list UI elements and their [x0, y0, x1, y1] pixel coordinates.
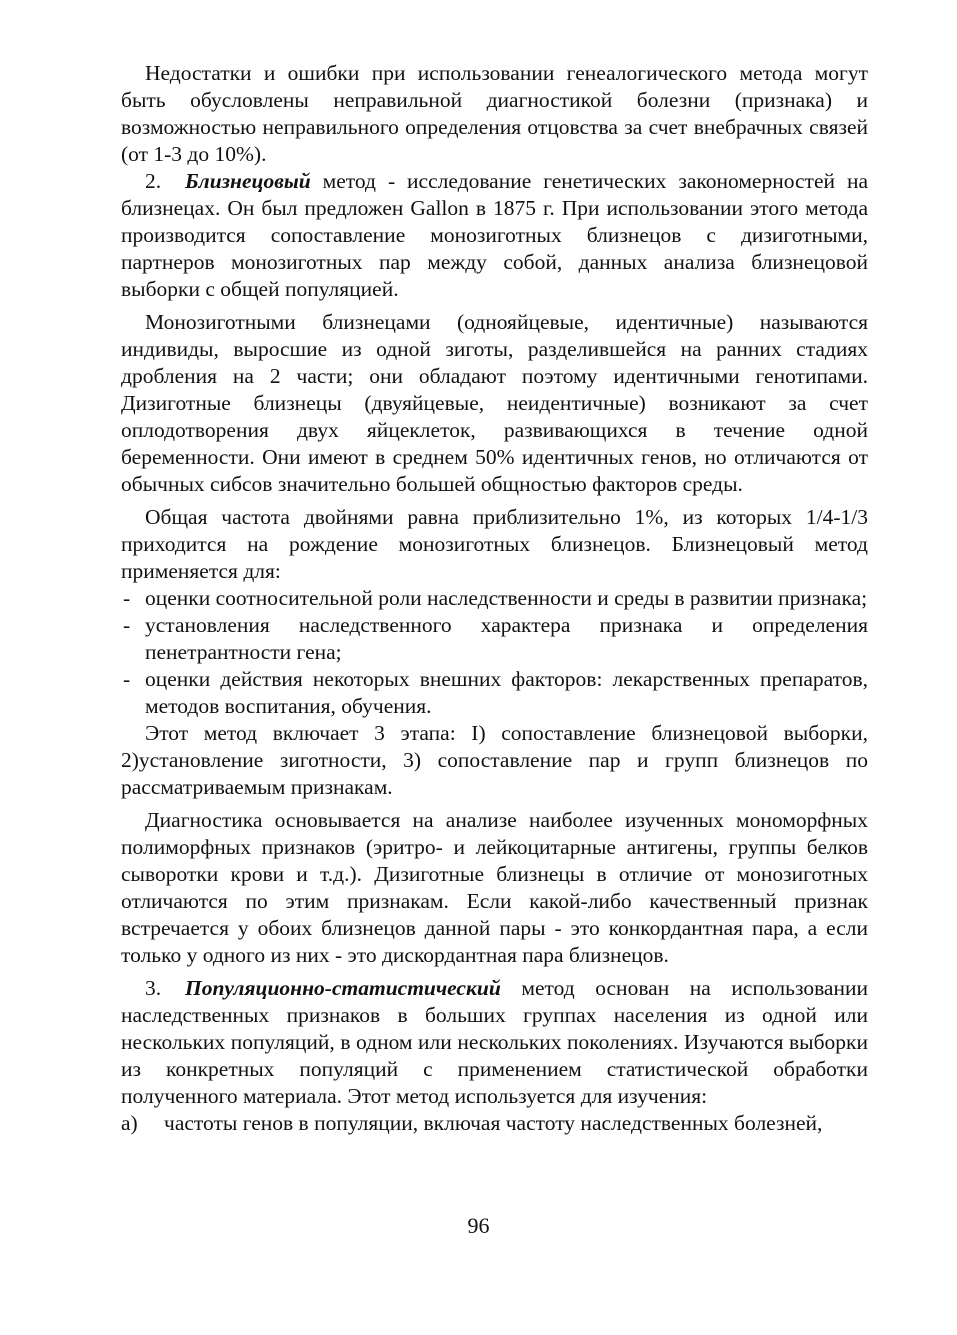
paragraph-monozygotic: Монозиготными близнецами (однояйцевые, идентичные) называются индивиды, выросшие из одной зиготы, разделившейся на ранних стадиях дробления на 2 части; они обладают поэтому идентичными генотипами. Дизиготные близнецы (двуяйцевые, неидентичные) возникают за счет оплодотворения двух яйцеклеток, развивающихся в течение одной беременности. Они имеют в среднем 50% идентичных генов, но отличаются от обычных сибсов значительно большей общностью факторов среды.	[121, 310, 868, 496]
list-item-text: частоты генов в популяции, включая частоту наследственных болезней,	[164, 1111, 823, 1135]
paragraph-twin-frequency: Общая частота двойнями равна приблизительно 1%, из которых 1/4-1/3 приходится на рождение монозиготных близнецов. Близнецовый метод применяется для:	[121, 505, 868, 583]
section-text: метод основан на использовании наследственных признаков в больших группах населения из одной или нескольких популяций, в одном или нескольких поколениях. Изучаются выборки из конкретных популяций с применением статистической обработки полученного материала. Этот метод используется для изучения:	[121, 976, 868, 1108]
list-item: - оценки действия некоторых внешних факторов: лекарственных препаратов, методов воспитания, обучения.	[121, 666, 868, 720]
section-number: 3.	[145, 976, 162, 1000]
section-text: метод - исследование генетических закономерностей на близнецах. Он был предложен Gallon в 1875 г. При использовании этого метода производится сопоставление монозиготных близнецов с дизиготными, партнеров монозиготных пар между собой, данных анализа близнецовой выборки с общей популяцией.	[121, 169, 868, 301]
population-method-uses-list	[121, 1110, 868, 1137]
section-term: Популяционно-статистический	[185, 976, 501, 1000]
section-number: 2.	[145, 169, 162, 193]
paragraph-genealogical-errors: Недостатки и ошибки при использовании генеалогического метода могут быть обусловлены неправильной диагностикой болезни (признака) и возможностью неправильного определения отцовства за счет внебрачных связей (от 1-3 до 10%).	[121, 61, 868, 166]
list-item: - установления наследственного характера признака и определения пенетрантности гена;	[121, 612, 868, 666]
paragraph-twin-method	[121, 168, 868, 303]
paragraph-population-method	[121, 975, 868, 1110]
paragraph-diagnostics: Диагностика основывается на анализе наиболее изученных мономорфных полиморфных признаков (эритро- и лейкоцитарные антигены, группы белков сыворотки крови и т.д.). Дизиготные близнецы в отличие от монозиготных отличаются по этим признакам. Если какой-либо качественный признак встречается у обоих близнецов данной пары - это конкордантная пара, а если только у одного из них - это дискордантная пара близнецов.	[121, 808, 868, 967]
page-number: 96	[467, 1213, 490, 1238]
list-item	[121, 1110, 868, 1137]
list-item: - оценки соотносительной роли наследственности и среды в развитии признака;	[121, 585, 868, 612]
section-term: Близнецовый	[185, 169, 311, 193]
twin-method-uses-list	[121, 585, 868, 720]
list-marker: а)	[121, 1111, 138, 1135]
paragraph-method-stages: Этот метод включает 3 этапа: I) сопоставление близнецовой выборки, 2)установление зиготности, 3) сопоставление пар и групп близнецов по рассматриваемым признакам.	[121, 721, 868, 799]
page-content	[121, 60, 868, 1137]
